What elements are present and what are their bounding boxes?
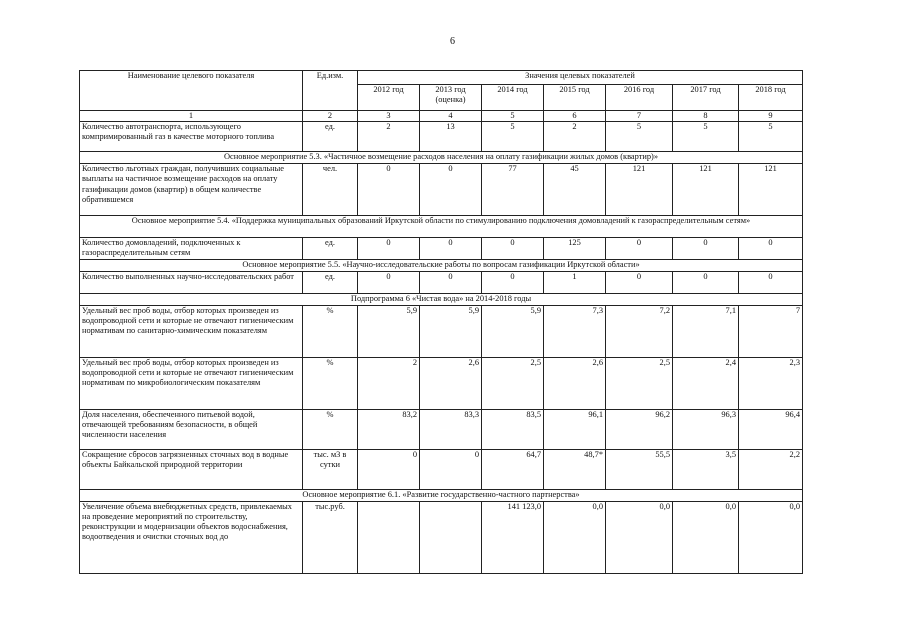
- header-year: 2014 год: [482, 85, 544, 111]
- column-number: 5: [482, 111, 544, 122]
- column-number: 8: [673, 111, 739, 122]
- indicator-value: 77: [482, 164, 544, 216]
- column-number: 2: [303, 111, 358, 122]
- indicator-value: 5,9: [358, 305, 420, 357]
- indicator-value: 2,5: [482, 357, 544, 409]
- section-row: [80, 216, 803, 238]
- indicator-value: [420, 501, 482, 573]
- indicator-value: 96,4: [739, 409, 803, 449]
- indicator-value: 7,3: [544, 305, 606, 357]
- indicator-value: 7: [739, 305, 803, 357]
- indicator-value: 13: [420, 122, 482, 152]
- indicator-value: 2,6: [420, 357, 482, 409]
- indicator-unit: ед.: [303, 122, 358, 152]
- indicator-name: Количество льготных граждан, получивших социальные выплаты на частичное возмещение расходов на оплату газификации домов (квартир) в общем количестве обратившемся: [80, 164, 303, 216]
- indicator-value: 0: [420, 238, 482, 259]
- header-values-title: Значения целевых показателей: [358, 71, 803, 85]
- indicator-value: 121: [673, 164, 739, 216]
- indicator-value: 83,3: [420, 409, 482, 449]
- indicator-name: Удельный вес проб воды, отбор которых произведен из водопроводной сети и которые не отвечают гигиеническим нормативам по санитарно-химическим показателям: [80, 305, 303, 357]
- indicator-value: 125: [544, 238, 606, 259]
- indicator-value: 0: [482, 271, 544, 293]
- indicator-value: 2: [358, 357, 420, 409]
- indicator-value: 0: [739, 238, 803, 259]
- indicator-value: 96,3: [673, 409, 739, 449]
- section-title: Основное мероприятие 5.3. «Частичное возмещение расходов населения на оплату газификации жилых домов (квартир)»: [80, 152, 803, 164]
- indicator-value: 5: [482, 122, 544, 152]
- indicator-value: 45: [544, 164, 606, 216]
- header-year: 2017 год: [673, 85, 739, 111]
- column-number: 9: [739, 111, 803, 122]
- header-indicator-name: Наименование целевого показателя: [80, 71, 303, 111]
- column-number: 7: [606, 111, 673, 122]
- header-year: 2016 год: [606, 85, 673, 111]
- table-row: [80, 357, 803, 409]
- indicator-unit: ед.: [303, 238, 358, 259]
- indicator-value: 0: [673, 238, 739, 259]
- header-unit: Ед.изм.: [303, 71, 358, 111]
- indicator-value: 5: [739, 122, 803, 152]
- indicator-value: 0,0: [544, 501, 606, 573]
- column-number: 1: [80, 111, 303, 122]
- table-row: [80, 501, 803, 573]
- indicator-value: 0: [358, 449, 420, 489]
- indicator-value: 5: [606, 122, 673, 152]
- indicator-value: 2,2: [739, 449, 803, 489]
- header-row-1: [80, 71, 803, 85]
- indicator-unit: чел.: [303, 164, 358, 216]
- table-row: [80, 122, 803, 152]
- indicator-unit: тыс. м3 в сутки: [303, 449, 358, 489]
- indicator-value: 2: [544, 122, 606, 152]
- header-year: 2013 год (оценка): [420, 85, 482, 111]
- indicator-value: 2,3: [739, 357, 803, 409]
- indicator-value: 55,5: [606, 449, 673, 489]
- indicator-value: 0: [606, 238, 673, 259]
- indicator-value: 1: [544, 271, 606, 293]
- indicator-value: 0,0: [606, 501, 673, 573]
- section-title: Основное мероприятие 6.1. «Развитие государственно-частного партнерства»: [80, 489, 803, 501]
- indicator-value: 48,7*: [544, 449, 606, 489]
- section-title: Основное мероприятие 5.5. «Научно-исследовательские работы по вопросам газификации Иркутской области»: [80, 259, 803, 271]
- indicator-value: 5,9: [420, 305, 482, 357]
- column-number: 6: [544, 111, 606, 122]
- table-row: [80, 449, 803, 489]
- section-row: [80, 259, 803, 271]
- indicator-name: Количество выполненных научно-исследовательских работ: [80, 271, 303, 293]
- indicator-value: 0: [358, 238, 420, 259]
- indicator-value: 5: [673, 122, 739, 152]
- section-row: [80, 152, 803, 164]
- header-year: 2018 год: [739, 85, 803, 111]
- indicator-value: 2,6: [544, 357, 606, 409]
- indicator-unit: %: [303, 409, 358, 449]
- indicator-name: Увеличение объема внебюджетных средств, привлекаемых на проведение мероприятий по строительству, реконструкции и модернизации объектов водоснабжения, водоотведения и очистки сточных вод до: [80, 501, 303, 573]
- indicator-value: [358, 501, 420, 573]
- column-number: 4: [420, 111, 482, 122]
- indicator-value: 64,7: [482, 449, 544, 489]
- header-row-numbers: [80, 111, 803, 122]
- indicator-value: 0: [482, 238, 544, 259]
- indicator-value: 0: [420, 164, 482, 216]
- section-row: [80, 489, 803, 501]
- indicator-value: 7,1: [673, 305, 739, 357]
- indicator-value: 83,5: [482, 409, 544, 449]
- table-row: [80, 238, 803, 259]
- indicator-value: 83,2: [358, 409, 420, 449]
- page-number: 6: [450, 36, 455, 47]
- section-title: Подпрограмма 6 «Чистая вода» на 2014-2018 годы: [80, 293, 803, 305]
- indicator-value: 121: [739, 164, 803, 216]
- table-row: [80, 271, 803, 293]
- indicator-name: Количество домовладений, подключенных к газораспределительным сетям: [80, 238, 303, 259]
- table-row: [80, 164, 803, 216]
- indicator-value: 0: [358, 164, 420, 216]
- indicator-value: 141 123,0: [482, 501, 544, 573]
- indicator-value: 0: [739, 271, 803, 293]
- table-row: [80, 409, 803, 449]
- indicator-value: 0: [673, 271, 739, 293]
- indicator-name: Количество автотранспорта, использующего компримированный газ в качестве моторного топлива: [80, 122, 303, 152]
- indicator-value: 3,5: [673, 449, 739, 489]
- indicator-value: 96,2: [606, 409, 673, 449]
- indicator-value: 0: [420, 271, 482, 293]
- indicator-name: Сокращение сбросов загрязненных сточных вод в водные объекты Байкальской природной территории: [80, 449, 303, 489]
- section-title: Основное мероприятие 5.4. «Поддержка муниципальных образований Иркутской области по стимулированию подключения домовладений к газораспределительным сетям»: [80, 216, 803, 238]
- indicator-name: Удельный вес проб воды, отбор которых произведен из водопроводной сети и которые не отвечают гигиеническим нормативам по микробиологическим показателям: [80, 357, 303, 409]
- indicator-value: 0: [420, 449, 482, 489]
- indicator-value: 0,0: [739, 501, 803, 573]
- indicator-unit: тыс.руб.: [303, 501, 358, 573]
- indicator-value: 2: [358, 122, 420, 152]
- indicator-value: 2,4: [673, 357, 739, 409]
- indicator-value: 0: [606, 271, 673, 293]
- column-number: 3: [358, 111, 420, 122]
- header-year: 2012 год: [358, 85, 420, 111]
- indicator-value: 0,0: [673, 501, 739, 573]
- header-year: 2015 год: [544, 85, 606, 111]
- indicator-unit: %: [303, 305, 358, 357]
- indicator-value: 121: [606, 164, 673, 216]
- indicator-name: Доля населения, обеспеченного питьевой водой, отвечающей требованиям безопасности, в общей численности населения: [80, 409, 303, 449]
- indicator-value: 5,9: [482, 305, 544, 357]
- indicator-unit: ед.: [303, 271, 358, 293]
- indicator-value: 7,2: [606, 305, 673, 357]
- table-row: [80, 305, 803, 357]
- section-row: [80, 293, 803, 305]
- target-indicators-table: [79, 70, 803, 574]
- indicator-value: 96,1: [544, 409, 606, 449]
- indicator-value: 0: [358, 271, 420, 293]
- indicator-unit: %: [303, 357, 358, 409]
- indicator-value: 2,5: [606, 357, 673, 409]
